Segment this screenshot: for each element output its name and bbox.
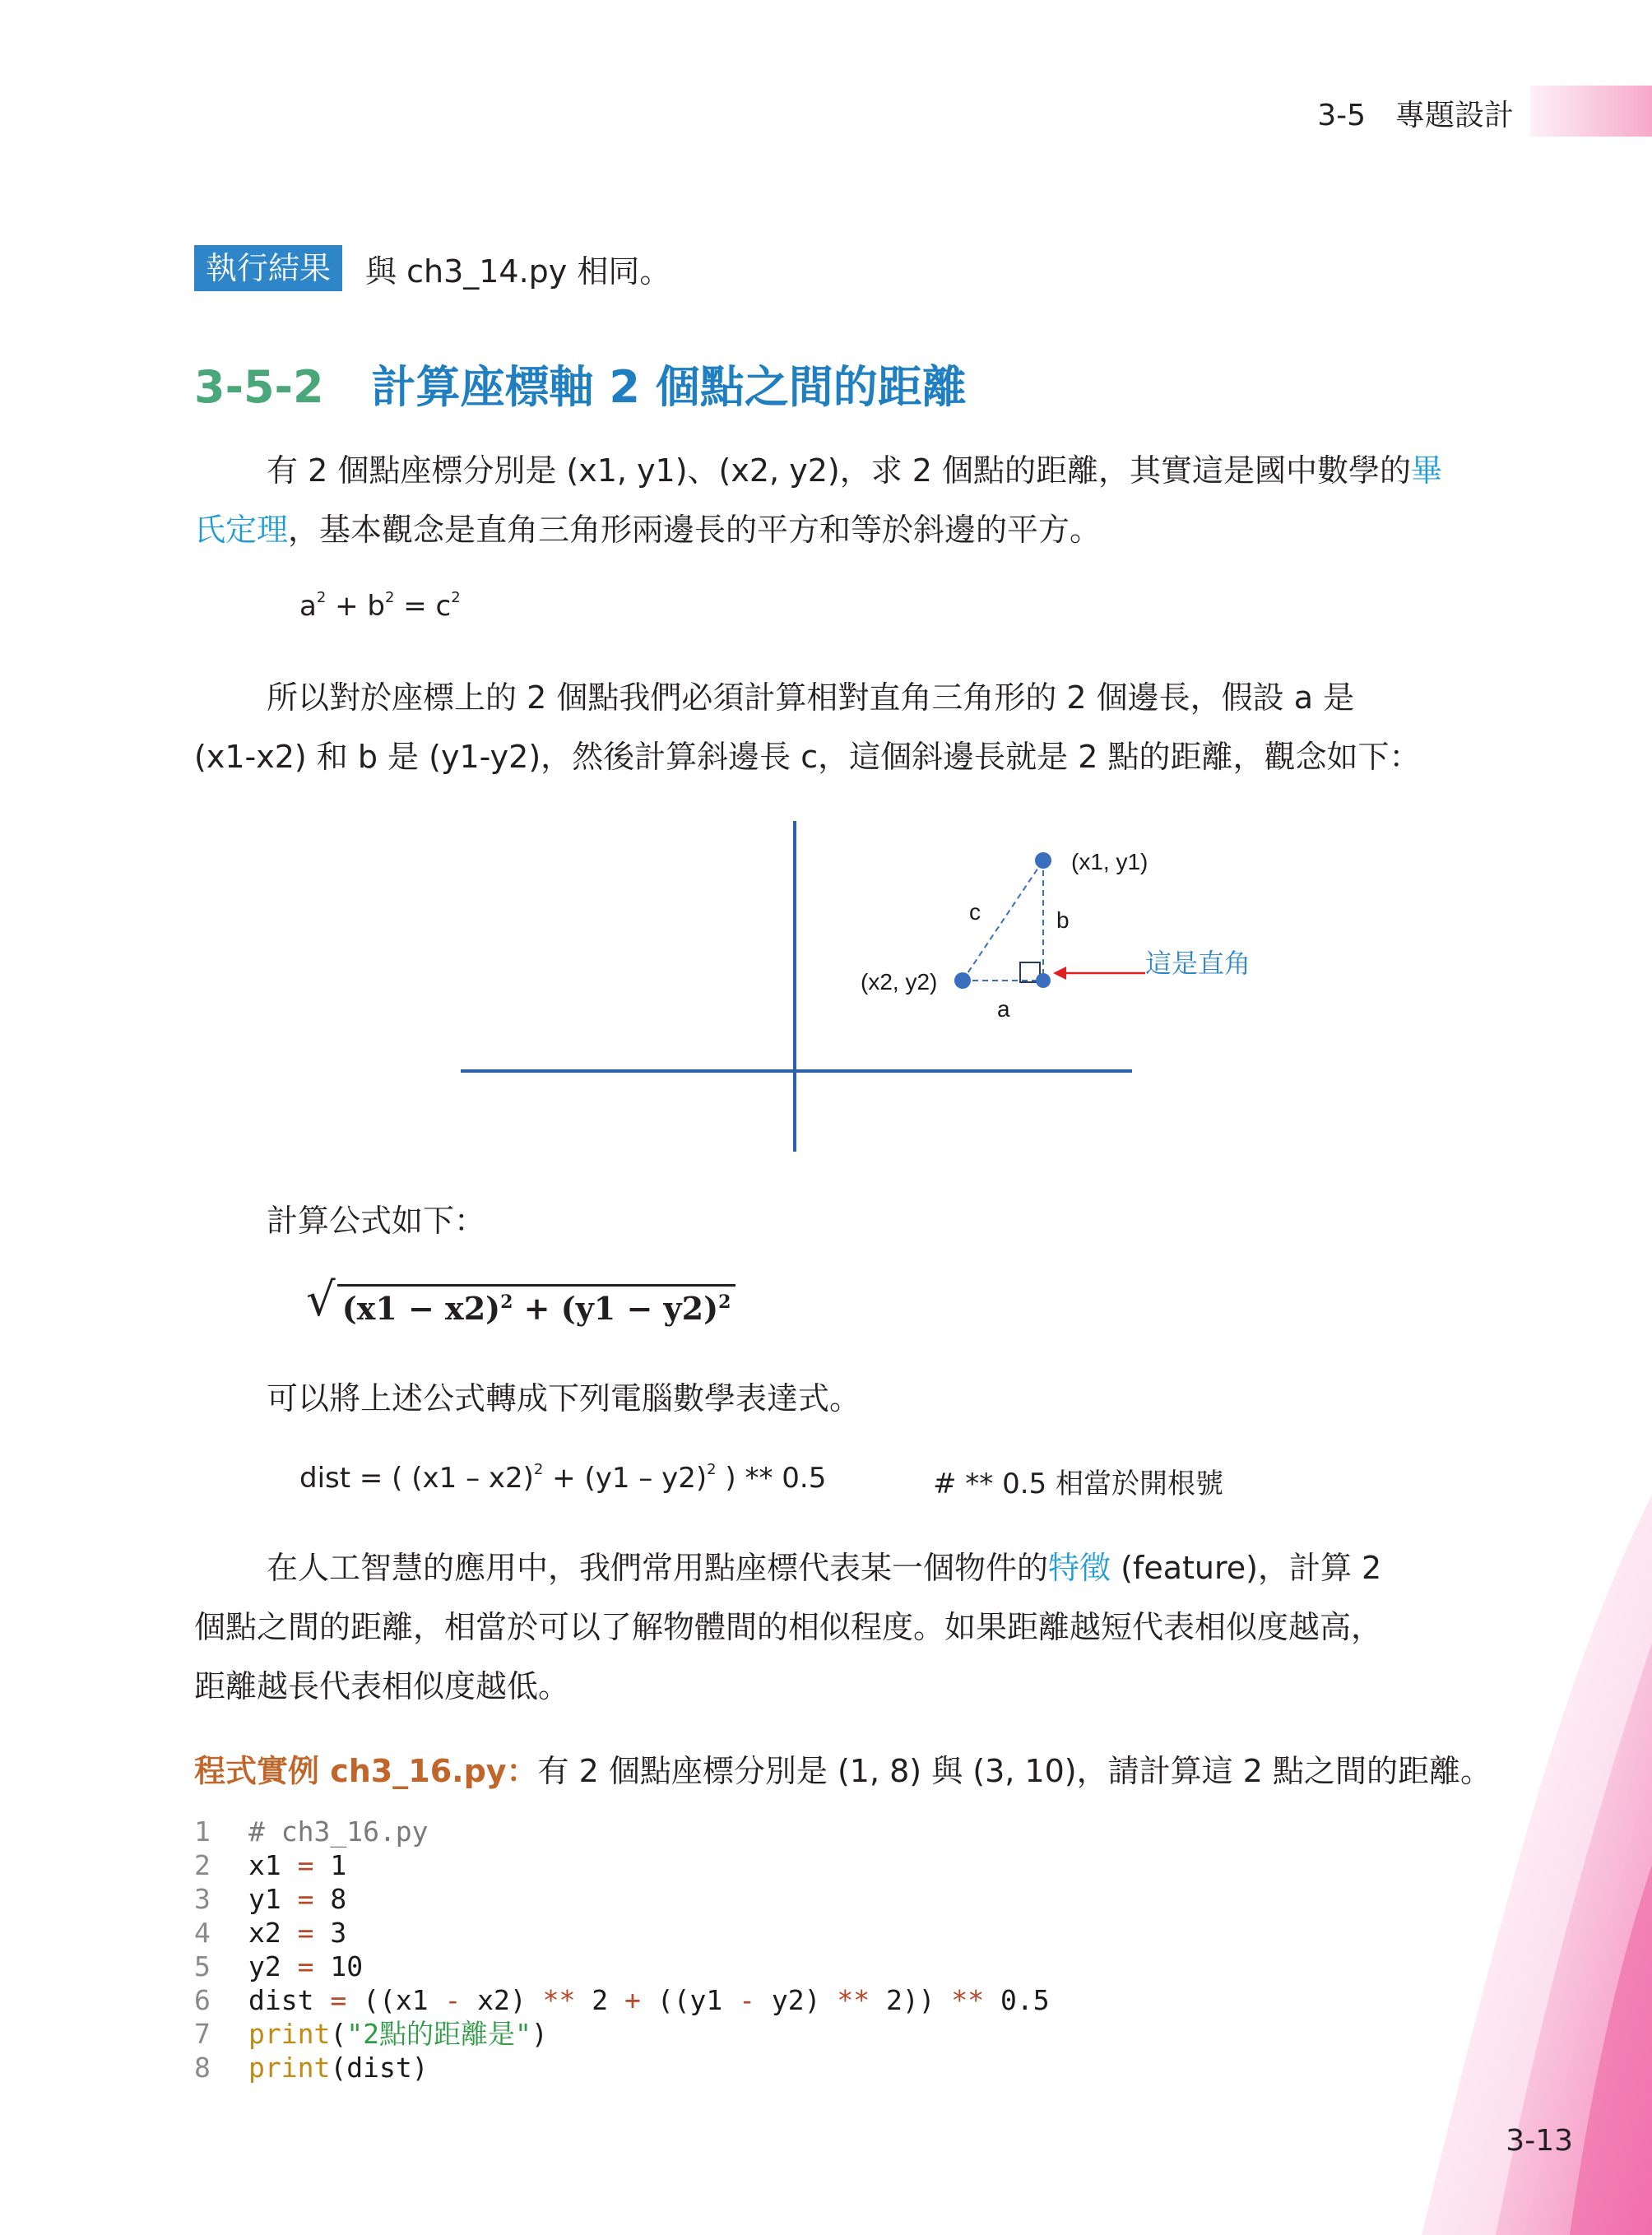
concept-paragraph [194,668,1510,786]
running-head: 3-5 專題設計 [1317,99,1514,132]
dist-sup-2: 2 [707,1461,717,1478]
dist-part-3: ) ** 0.5 [716,1462,827,1495]
line-number: 7 [194,2018,211,2050]
dist-comment: # ** 0.5 相當於開根號 [933,1468,1223,1500]
line-number: 8 [194,2052,211,2084]
line-number: 3 [194,1883,211,1915]
pythagoras-formula [299,589,461,623]
code-line-3 [194,1882,1050,1916]
pyth-c: = c [394,590,452,623]
sqrt-radicand [337,1284,736,1327]
code-token: y2) [754,1984,838,2016]
code-token: 2 [575,1984,625,2016]
code-token: ** [542,1984,576,2016]
line-number: 1 [194,1815,211,1848]
pyth-sup-2: 2 [384,589,395,606]
intro-text-1: 有 2 個點座標分別是 (x1, y1)、(x2, y2)，求 2 個點的距離，其實這是國中數學的 [267,452,1412,489]
sqrt-symbol-icon: √ [306,1273,336,1327]
code-line-4 [194,1916,1050,1950]
ai-line-2: 個點之間的距離，相當於可以了解物體間的相似程度。如果距離越短代表相似度越高， [194,1609,1383,1645]
label-c: c [969,899,981,925]
section-number: 3-5-2 [194,361,324,413]
code-line-6 [194,1983,1050,2017]
code-token: 10 [330,1950,364,1982]
example-heading [194,1746,1492,1791]
example-label: 程式實例 ch3_16.py： [194,1753,538,1789]
sqrt-part-1: (x1 − x2) [341,1290,501,1327]
code-line-5 [194,1950,1050,1983]
concept-line-1: 所以對於座標上的 2 個點我們必須計算相對直角三角形的 2 個邊長，假設 a 是 [267,679,1355,716]
header-decoration [1530,86,1652,137]
right-angle-vertex [1036,973,1051,988]
code-token: x1 [248,1849,281,1881]
pyth-sup-1: 2 [316,589,327,606]
code-token: 2)) [870,1984,952,2016]
code-token: (dist) [330,2052,429,2084]
sqrt-part-2: + (y1 − y2) [513,1290,719,1327]
code-token: x2) [461,1984,543,2016]
point-x1-y1 [1035,852,1051,869]
code-token: = [281,1849,331,1881]
sqrt-sup-2: 2 [718,1291,731,1313]
sqrt-sup-1: 2 [500,1291,513,1313]
ai-paragraph [194,1538,1510,1716]
dist-part-2: + (y1 – y2) [543,1462,708,1495]
code-token: = [281,1883,331,1915]
intro-text-2: ，基本觀念是直角三角形兩邊長的平方和等於斜邊的平方。 [288,512,1102,548]
dist-part-1: dist = ( (x1 – x2) [299,1462,534,1495]
intro-paragraph [194,441,1510,559]
code-listing [194,1815,1050,2084]
convert-text: 可以將上述公式轉成下列電腦數學表達式。 [267,1380,861,1417]
intro-highlight-2: 氏定理 [194,512,289,548]
example-text: 有 2 個點座標分別是 (1, 8) 與 (3, 10)，請計算這 2 點之間的距離。 [537,1753,1492,1789]
convert-block [194,1369,1510,1428]
code-token: "2點的距離是" [346,2018,531,2050]
ai-line-3: 距離越長代表相似度越低。 [194,1668,570,1704]
dist-formula [299,1461,826,1495]
ai-text-1: 在人工智慧的應用中，我們常用點座標代表某一個物件的 [267,1550,1049,1586]
result-row [194,245,671,291]
code-token: - [444,1984,462,2016]
code-line-7 [194,2017,1050,2051]
code-token: = [281,1917,331,1949]
code-token: dist [248,1984,314,2016]
section-heading: 計算座標軸 2 個點之間的距離 [371,361,967,413]
code-token: y1 [248,1883,281,1915]
ai-highlight: 特徵 [1048,1550,1111,1586]
code-token: print [248,2018,331,2050]
dist-sup-1: 2 [533,1461,544,1478]
line-number: 5 [194,1950,211,1982]
pyth-a: a [299,590,317,623]
pyth-sup-3: 2 [451,589,461,606]
pyth-b: + b [326,590,385,623]
code-comment: # ch3_16.py [248,1815,429,1848]
code-token: ((x1 [363,1984,445,2016]
code-token: y2 [248,1950,281,1982]
code-token: 8 [330,1883,347,1915]
concept-line-2: (x1-x2) 和 b 是 (y1-y2)，然後計算斜邊長 c，這個斜邊長就是 2 點的距離，觀念如下： [194,739,1421,775]
distance-diagram [444,806,1251,1168]
calc-heading-block [194,1191,1510,1250]
code-token: 3 [330,1917,347,1949]
right-angle-note: 這是直角 [1145,948,1251,978]
point2-label: (x2, y2) [861,969,938,995]
code-token: print [248,2052,331,2084]
label-b: b [1056,907,1070,933]
point1-label: (x1, y1) [1071,849,1149,874]
code-token: = [313,1984,364,2016]
result-badge: 執行結果 [194,245,342,291]
line-number: 4 [194,1917,211,1949]
page-number: 3-13 [1506,2124,1573,2158]
calc-heading: 計算公式如下： [267,1203,486,1239]
result-text: 與 ch3_14.py 相同。 [365,253,671,290]
code-line-2 [194,1848,1050,1882]
sqrt-formula [306,1273,736,1327]
code-token: ( [330,2018,347,2050]
ai-text-2: (feature)，計算 2 [1111,1550,1382,1586]
code-token: x2 [248,1917,281,1949]
code-token: 1 [330,1849,347,1881]
code-token: - [739,1984,755,2016]
code-token: ((y1 [640,1984,740,2016]
code-token: + [624,1984,641,2016]
label-a: a [997,996,1010,1022]
code-token: ** [951,1984,985,2016]
section-title [194,352,967,415]
code-token: ) [531,2018,548,2050]
code-token: 0.5 [984,1984,1050,2016]
line-number: 2 [194,1849,211,1881]
code-line-1 [194,1815,1050,1848]
code-token: ** [837,1984,870,2016]
code-line-8 [194,2051,1050,2084]
line-number: 6 [194,1984,211,2016]
arrow-head [1053,967,1066,980]
intro-highlight-1: 畢 [1411,452,1443,489]
code-token: = [281,1950,331,1982]
point-x2-y2 [954,972,971,989]
